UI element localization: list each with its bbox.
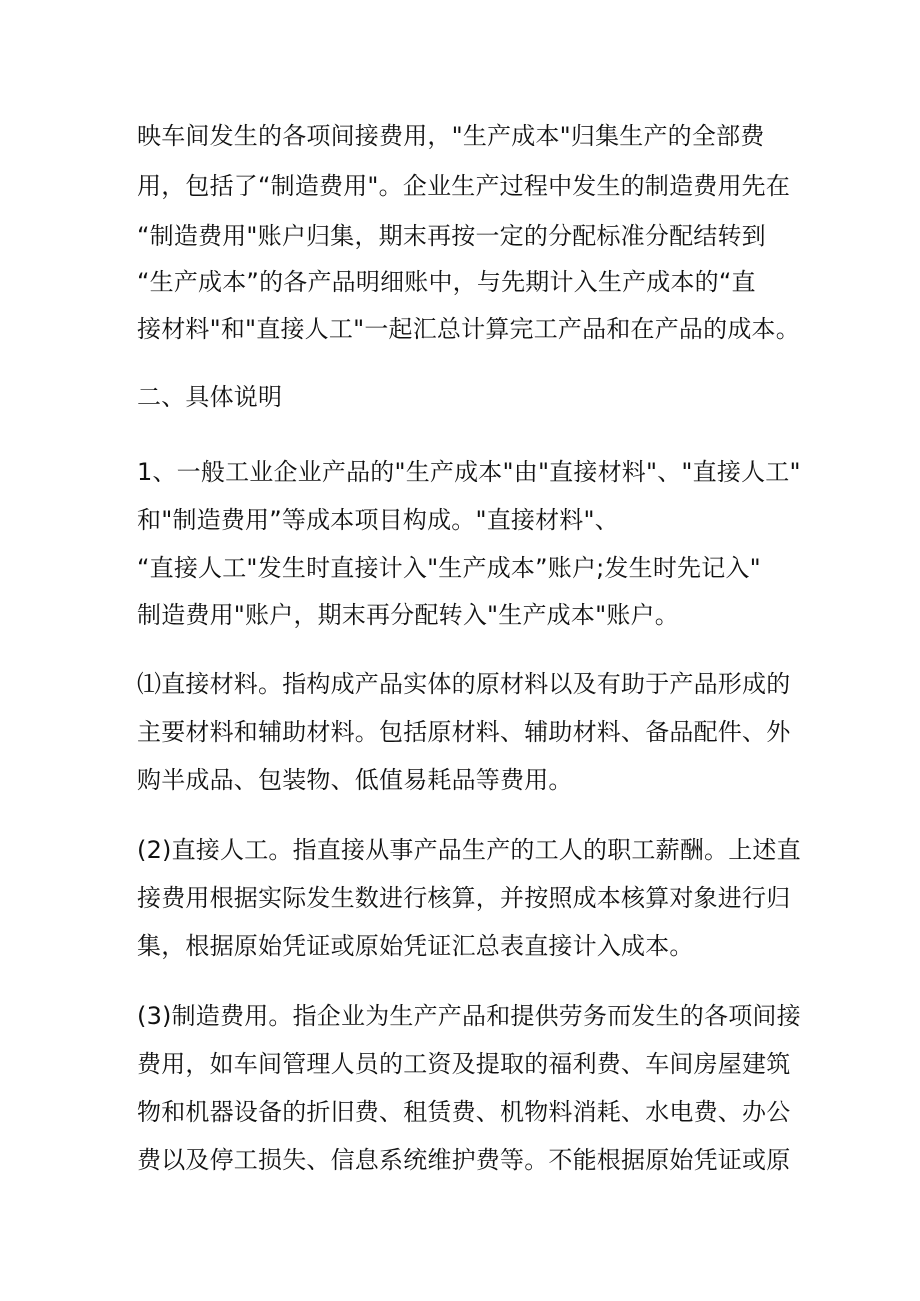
text-line: “生产成本”的各产品明细账中，与先期计入生产成本的“直 xyxy=(137,268,756,296)
text-line: (3)制造费用。指企业为生产产品和提供劳务而发生的各项间接 xyxy=(137,1002,801,1030)
text-line: “制造费用"账户归集，期末再按一定的分配标准分配结转到 xyxy=(137,222,766,250)
text-line: 接材料"和"直接人工"一起汇总计算完工产品和在产品的成本。 xyxy=(137,315,800,343)
text-line: 映车间发生的各项间接费用，"生产成本"归集生产的全部费 xyxy=(137,122,765,150)
text-line: (2)直接人工。指直接从事产品生产的工人的职工薪酬。上述直 xyxy=(137,836,801,864)
section-heading: 二、具体说明 xyxy=(137,383,283,411)
text-line: ⑴直接材料。指构成产品实体的原材料以及有助于产品形成的 xyxy=(137,670,791,698)
text-line: 主要材料和辅助材料。包括原材料、辅助材料、备品配件、外 xyxy=(137,718,791,746)
text-line: 制造费用"账户，期末再分配转入"生产成本"账户。 xyxy=(137,601,679,629)
text-line: 用，包括了“制造费用"。企业生产过程中发生的制造费用先在 xyxy=(137,172,791,200)
text-line: “直接人工"发生时直接计入"生产成本”账户;发生时先记入" xyxy=(137,554,761,582)
text-line: 物和机器设备的折旧费、租赁费、机物料消耗、水电费、办公 xyxy=(137,1098,791,1126)
text-line: 1、一般工业企业产品的"生产成本"由"直接材料"、"直接人工" xyxy=(137,458,801,486)
text-line: 集，根据原始凭证或原始凭证汇总表直接计入成本。 xyxy=(137,932,694,960)
text-line: 费以及停工损失、信息系统维护费等。不能根据原始凭证或原 xyxy=(137,1146,791,1174)
text-line: 接费用根据实际发生数进行核算，并按照成本核算对象进行归 xyxy=(137,884,791,912)
text-line: 和"制造费用”等成本项目构成。"直接材料"、 xyxy=(137,506,619,534)
text-line: 购半成品、包装物、低值易耗品等费用。 xyxy=(137,766,573,794)
text-line: 费用，如车间管理人员的工资及提取的福利费、车间房屋建筑 xyxy=(137,1050,791,1078)
